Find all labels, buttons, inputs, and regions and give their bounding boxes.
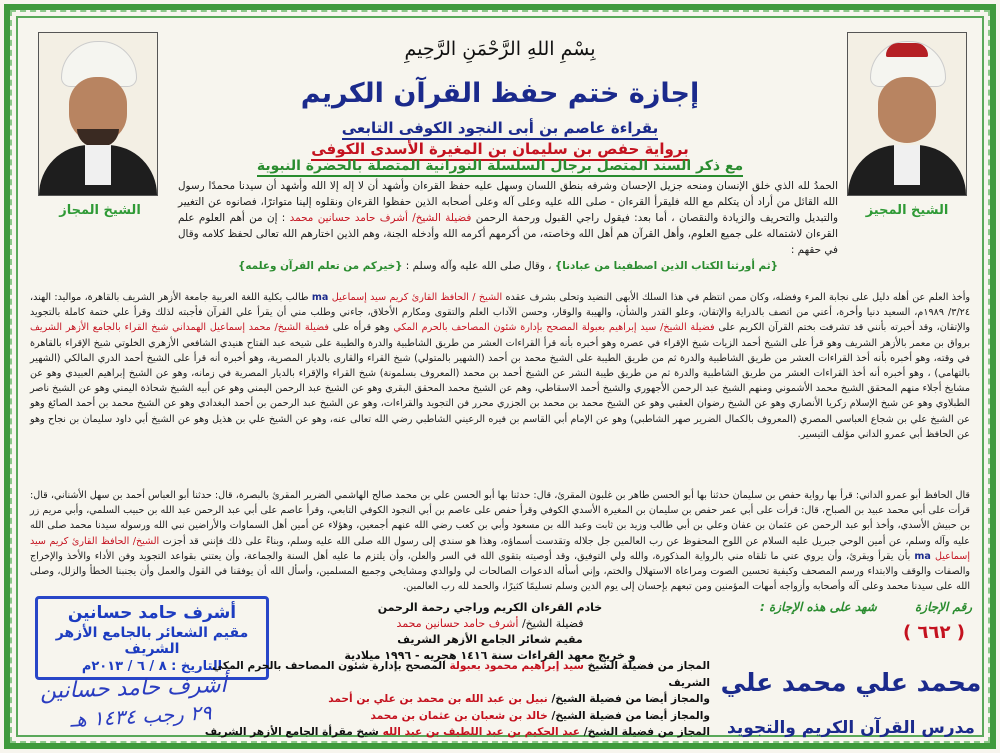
official-stamp: أشرف حامد حسانين مقيم الشعائر بالجامع الأزهر الشريف التاريخ : ٨ / ٦ / ٢٠١٣م bbox=[35, 596, 269, 680]
chain-paragraph: وأخذ العلم عن أهله دليل على نجابة المرء وفضله، وكان ممن انتظم في هذا السلك الأبهى النضيد وتحلى بشرف عقده الشيخ / الحافظ القارئ كريم سيد إسماعيل ma طالب بكلية اللغة العربية جامعة الأزهر الشريف بالقاهرة، مواليد: الهند، ٣/٢٤/ ١٩٨٩م، السعيد دنيا وأخرة، أعني من اتصف بالدراية والإتقان، وعلو القدر والشأن، والهيبة والوقار، وحسن الآداب العلم والتقوى ومكارم الأخلاق، جاءني وطلب مني أن يقرأ علي القرآن فأجبته لذلك وقرأ علي ختمة كاملة بالتجويد والإتقان، وقد أخبرته بأنني قد تشرفت بختم القرآن الكريم على فضيلة الشيخ/ سيد إبراهيم بعبولة المصحح بإدارة شئون المصاحف بالحرم المكي وهو قرأه على فضيلة الشيخ/ محمد إسماعيل الهمداني شيخ القراء بالجامع الأزهر الشريف برواق بن معمر بالأزهر الشريف وهو قرأ على الشيخ أحمد الزيات شيخ الإقراء في عصره وهو أخبره بأنه قرأ القراءات العشر من طريق الشاطبية والدرة والطيبة على شيخه عبد الفتاح هنيدي الشافعي الأزهري الخلوتي شيخ الإقراء بالقاهرة في وقته، وهو أخبره بأنه أخذ القراءات العشر من طريق الشاطبية والدرة ثم من طريق الطيبة على الشيخ محمد بن أحمد (الشهير بالمتولي) شيخ القراء والقارى بالديار المصرية، وهو أخبره أنه قرأ على الشيخ أحمد الدري المالكي (الشهير بالتهامي) ، وهو أخبره أنه أخذ القراءات العشر من طريق الشاطبية والدرة ثم من طريق طيبة النشر عن الشيخ أحمد بن محمد (المعروف بسلمونة) شيخ القراء والإقراء بالديار المصرية في زمانه، وهو عن الشيخ إبراهيم العبيدي وهو عن مشايخ أجلاء منهم المحقق الشيخ محمد الأشموني ومنهم الشيخ عبد الرحمن الأجهوري والشيخ أحمد الاسقاطي، وهم عن الشيخ محمد المحقق البقري وهو عن الشيخ عبد الرحمن اليمني وهو عن أبيه الشيخ شحاذة اليمني وهو عن الشيخ ناصر الطبلاوي وهو عن شيخ الإسلام زكريا الأنصاري وهو عن الشيخ رضوان العقبي وهو عن الشيخ محمد بن محمد بن الجزري محرر فن التجويد والقراءات، وهو عن الشيخ عبد الرحمن بن أحمد البغدادي وهو عن الشيخ محمد بن أحمد الصائغ وهو عن الشيخ علي بن شجاع العباسي المصري (المعروف بالكمال الضرير صهر الشاطبي) وهو عن الإمام أبي القاسم بن فيره الرعيني الشاطبي رضي الله تعالى عنه، وهو عن الشيخ علي بن هذيل وهو عن الشيخ أبي داود سليمان بن نجاح وهو عن الحافظ أبي عمرو الداني مؤلف التيسير. bbox=[30, 292, 971, 440]
intro-paragraph: الحمدُ لله الذي خلق الإنسان ومنحه جزيل الإحسان وشرفه بنطق اللسان وسهل عليه حفظ القرءان وأشهد أن لا إله إلا الله وأشهد أن سيدنا محمدًا رسول الله القائل من أراد أن يتكلم مع الله فليقرأ القرءان - صلى الله عليه وعلى آله وعلى أصحابه الذين حفظوا القرءان ونقلوه إلينا متواترًا، فصانوه عن التغيير والتبديل والتحريف والزيادة والنقصان ، أما بعد: فيقول راجي القبول ورحمة الرحمن فضيلة الشيخ/ أشرف حامد حسانين محمد : إن من أهم العلوم علم القرءان لاشتماله على جميع العلوم، وأهل القرآن هم أهل الله وخاصته، من أكرمهم أكرمه الله وأدخله الجنة، وهم الذين اختارهم الله تعالى لحفظ كلامه وقال في حقهم : {ثم أورثنا الكتاب الذين اصطفينا من عبادنا} ، وقال صلى الله عليه وآله وسلم : {خيركم من تعلم القرآن وعلمه} bbox=[178, 180, 838, 272]
certificate-title: إجازة ختم حفظ القرآن الكريم bbox=[300, 78, 700, 109]
student-photo bbox=[38, 32, 158, 196]
grant-line: المجاز من فضيلة الشيخ/ عبد الحكيم بن عبد اللطيف بن عبد الله شيخ مقرأة الجامع الأزهر الشريف bbox=[204, 726, 710, 738]
sanad-paragraph: قال الحافظ أبو عمرو الداني: قرأ بها رواية حفص بن سليمان حدثنا بها أبو الحسن طاهر بن غلبون المقرئ، قال: حدثنا بها أبو الحسن علي بن محمد صالح الهاشمي الضرير المقرئ بالبصرة، قال: حدثنا أبو العباس أحمد بن سهل الأشناني، قال: قرأت على أبي محمد عبيد بن الصباح، قال: قرأت على أبي عمر حفص بن سليمان بن المغيرة الأسدي الكوفي وقرأ حفص على عاصم بن أبي النجود الكوفي التابعي، وقرأ عاصم على أبي عبد الرحمن عبد الله بن حبيب السلمي، وأبي مريم زر بن حبيش الأسدي، وأخذ أبو عبد الرحمن عن عثمان بن عفان وعلي بن أبي طالب وزيد بن ثابت وعبد الله بن مسعود وأبي بن كعب رضي الله عنهم أجمعين، وهؤلاء عن أمين أهل السماوات والأراضين نبي الله ورسوله سيدنا محمد صلى الله عليه وآله وسلم، عن أمين الوحي جبريل عليه السلام عن اللوح المحفوظ عن رب العالمين جل جلاله وتقدست أسماؤه، وهذا هو سندي إلى رسول الله صلى الله عليه وسلم، وبناءً على ذلك فإنني قد أجزت الشيخ/ الحافظ القارئ كريم سيد إسماعيل ma بأن يقرأ ويقرئ، وأن يروي عني ما تلقاه مني بالرواية المذكورة، والله ولي التوفيق، وقد أوصيته بتقوى الله في السر والعلن، وأن يلتزم ما عليه أهل السنة والجماعة، وأن يعتني بقواعد التجويد وفن الأداء والأخذ والإخراج والصفات والوقف والابتداء ورسم المصحف وكيفية تحسين الصوت ومراعاة الاستهلال والختم، وإني أسأله الدعوات الصالحات لي ولوالدي ومشايخي وجميع المسلمين، وأسأل الله أن يوفقنا في القول والعمل وأن يجنبنا الخطأ والزلل، وصلى الله على سيدنا محمد وعلى آله وأصحابه وأزواجه أمهات المؤمنين ومن تبعهم بإحسان إلى يوم الدين وسلم تسليمًا كثيرًا، والحمد لله رب العالمين. bbox=[30, 490, 970, 593]
teacher-name-inline: فضيلة الشيخ/ أشرف حامد حسانين bbox=[317, 212, 472, 224]
teacher-photo bbox=[847, 32, 967, 196]
subtitle-reading: بقراءة عاصم بن أبى النجود الكوفى التابعى bbox=[200, 119, 800, 137]
handwritten-signature: أشرف حامد حسانين bbox=[39, 672, 227, 705]
handwritten-date: ٢٩ رجب ١٤٣٤ هـ bbox=[69, 700, 213, 732]
student-name-inline-2: الشيخ/ الحافظ القارئ كريم سيد إسماعيل bbox=[30, 535, 970, 562]
student-name-inline: الشيخ / الحافظ القارئ كريم سيد إسماعيل bbox=[331, 292, 503, 303]
certificate-number-label: رقم الإجازة bbox=[915, 600, 973, 614]
subtitle-narration: برواية حفص بن سليمان بن المغيرة الأسدى الكوفى bbox=[200, 140, 800, 158]
student-caption: الشيخ المجاز bbox=[59, 203, 141, 218]
certificate-number: ( ٦٦٢ ) bbox=[903, 622, 965, 643]
hadith: {خيركم من تعلم القرآن وعلمه} bbox=[237, 260, 403, 272]
witness-label: شهد على هذه الإجازة : bbox=[760, 600, 877, 614]
basmala: بِسْمِ اللهِ الرَّحْمَنِ الرَّحِيمِ bbox=[404, 38, 596, 60]
witness-title: مدرس القرآن الكريم والتجويد bbox=[727, 718, 975, 738]
grant-line: والمجاز أيضا من فضيلة الشيخ/ خالد بن شعبان بن عثمان بن محمد bbox=[370, 709, 710, 722]
issuer-block: خادم القرءان الكريم وراجي رحمة الرحمن فضيلة الشيخ/ أشرف حامد حسانين محمد مقيم شعائر الجامع الأزهر الشريف و خريج معهد القراءات سنة ١٤١٦ هجريه - ١٩٩٦ ميلادية bbox=[344, 601, 636, 662]
grant-line: المجاز من فضيلة الشيخ سيد إبراهيم محمود بعبولة المصحح بإدارة شئون المصاحف بالحرم المكي الشريف bbox=[212, 660, 710, 689]
teacher-caption: الشيخ المجيز bbox=[865, 203, 949, 218]
issuer-name: أشرف حامد حسانين محمد bbox=[396, 617, 519, 630]
grants-list bbox=[190, 658, 710, 741]
grant-line: والمجاز أيضا من فضيلة الشيخ/ نبيل بن عبد الله بن محمد بن علي بن أحمد bbox=[328, 693, 710, 705]
subtitle-chain: مع ذكر السند المتصل برجال السلسلة النورانية المتصلة بالحضرة النبوية bbox=[200, 158, 800, 174]
quran-verse: {ثم أورثنا الكتاب الذين اصطفينا من عبادنا} bbox=[554, 260, 778, 272]
witness-name: محمد علي محمد علي bbox=[720, 668, 982, 697]
